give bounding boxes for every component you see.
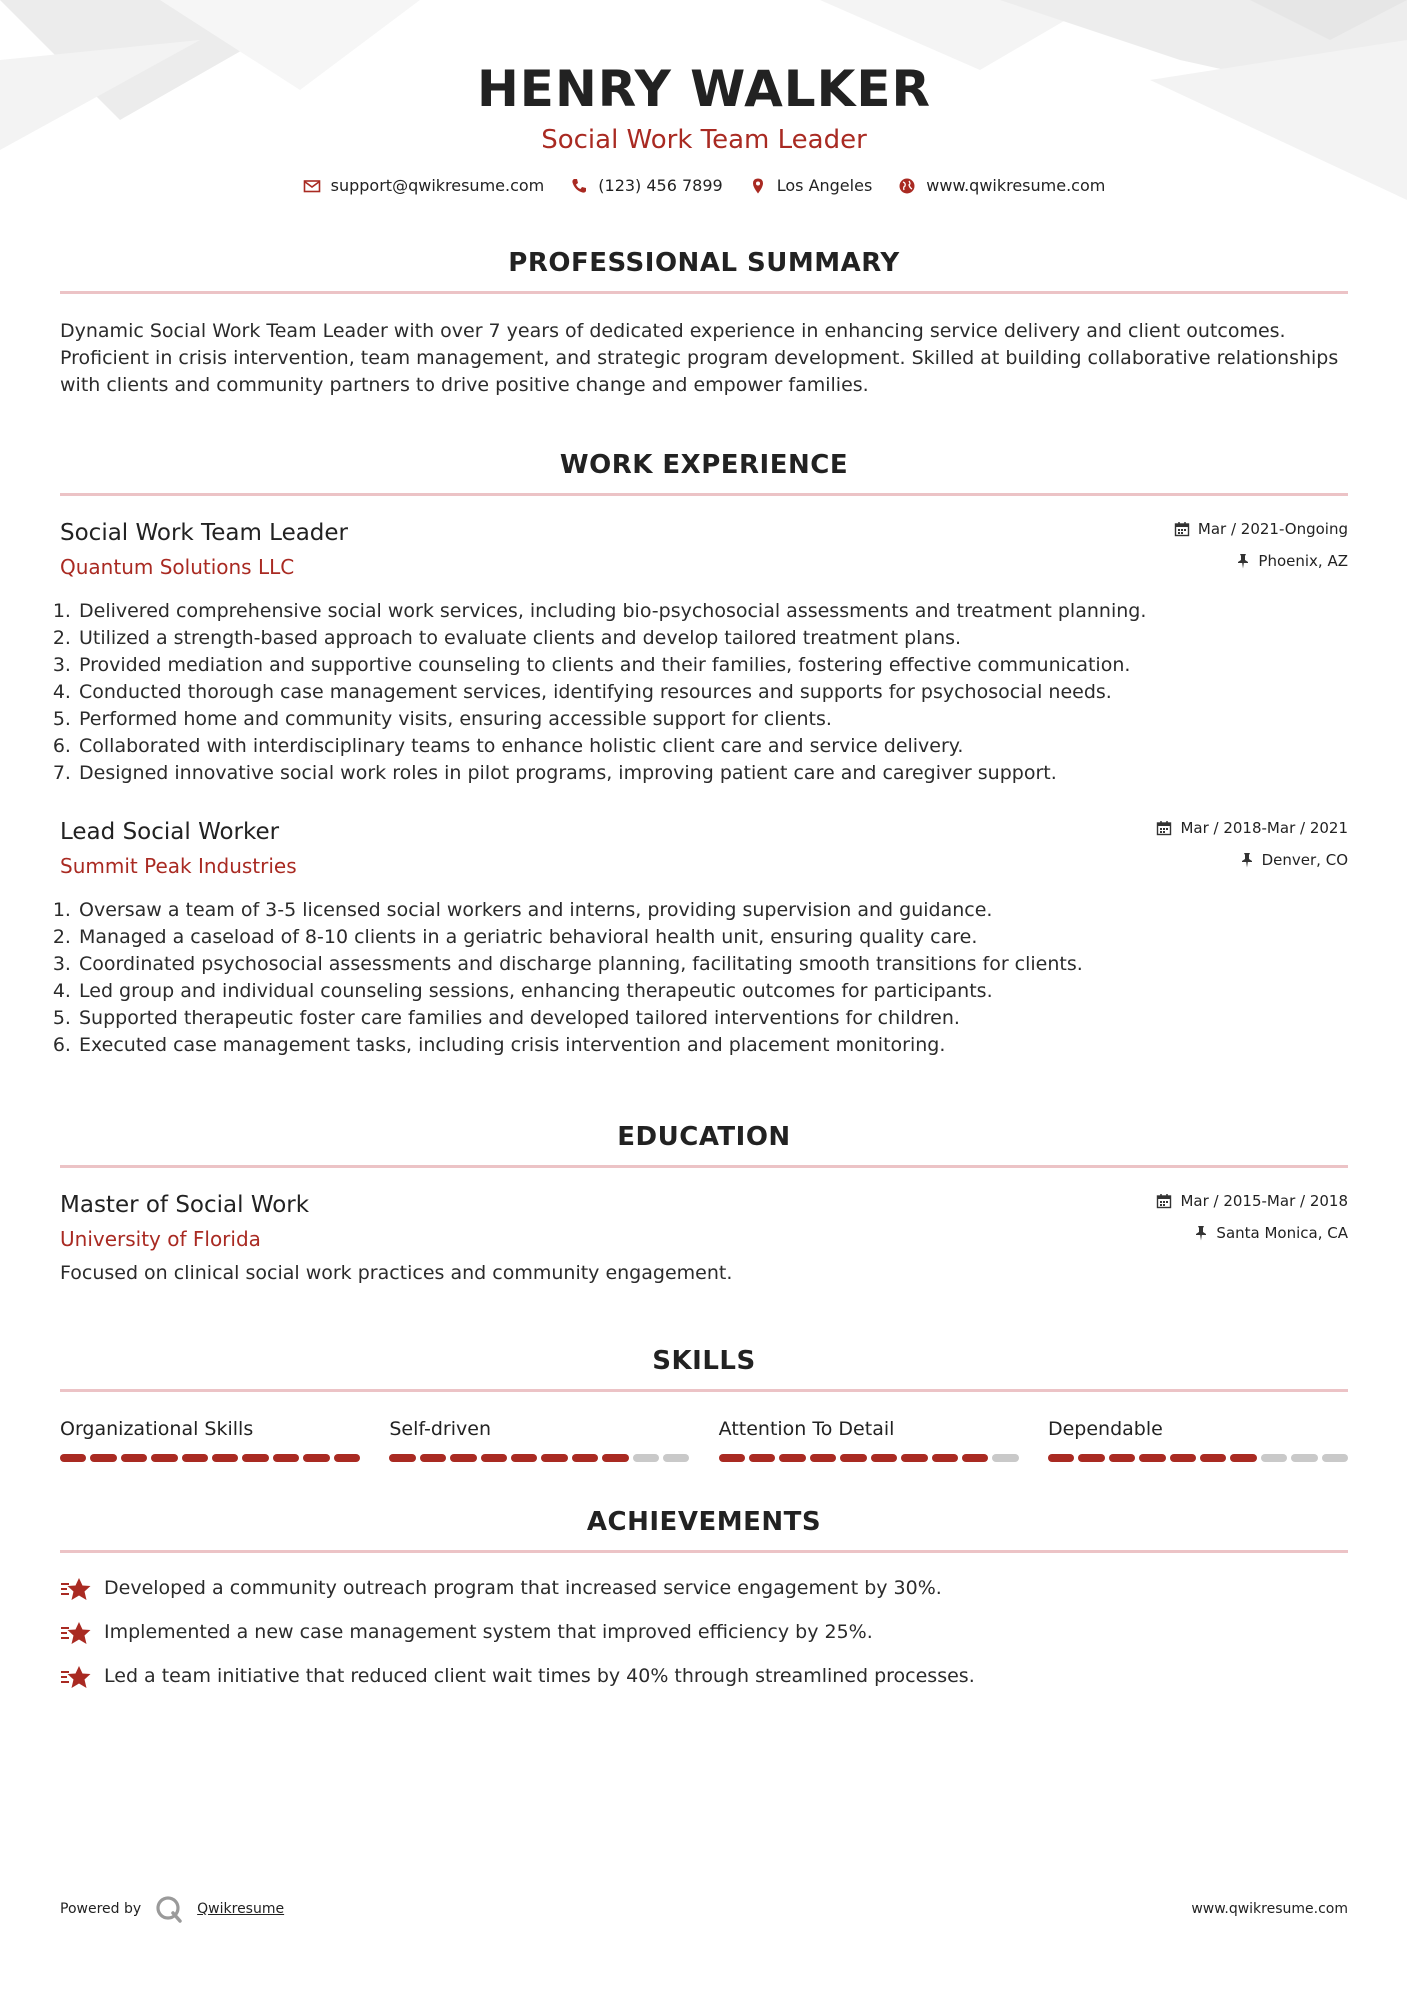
skills-section (60, 1345, 1348, 1462)
job-dates-text: Mar / 2021-Ongoing (1197, 520, 1348, 538)
skill-bar-filled (962, 1454, 988, 1462)
degree-name: Master of Social Work (60, 1192, 310, 1218)
calendar-icon (1156, 820, 1172, 836)
contact-website[interactable] (898, 176, 1105, 195)
job-role: Social Work Team Leader (60, 520, 349, 546)
contact-bar (60, 176, 1348, 195)
skill-bar-filled (749, 1454, 775, 1462)
list-item: 5. Supported therapeutic foster care families and developed tailored interventions for children. (77, 1005, 1348, 1032)
skill-name: Dependable (1047, 1418, 1163, 1440)
pushpin-icon (1240, 852, 1254, 868)
calendar-icon (1174, 521, 1190, 537)
skill-bar-filled (389, 1454, 415, 1462)
skill-item (60, 1416, 360, 1462)
skill-bar-filled (303, 1454, 329, 1462)
list-item: 6. Executed case management tasks, including crisis intervention and placement monitoring. (77, 1032, 1348, 1059)
skill-bar-filled (901, 1454, 927, 1462)
job-entry (60, 518, 1348, 787)
achievements-list (60, 1575, 1348, 1690)
globe-icon (898, 177, 916, 195)
education-heading: EDUCATION (617, 1122, 791, 1152)
skill-bar-filled (242, 1454, 268, 1462)
education-location (1156, 1222, 1348, 1244)
skill-bar-filled (511, 1454, 537, 1462)
job-meta (1174, 518, 1348, 572)
list-item: 2. Utilized a strength-based approach to evaluate clients and develop tailored treatment plans. (77, 625, 1348, 652)
skill-bar-empty (663, 1454, 689, 1462)
brand-link[interactable]: Qwikresume (197, 1901, 285, 1917)
list-item: 3. Provided mediation and supportive counseling to clients and their families, fostering effective communication. (77, 652, 1348, 679)
skill-level-meter (1048, 1454, 1348, 1462)
skill-bar-filled (1048, 1454, 1074, 1462)
achievements-heading: ACHIEVEMENTS (586, 1507, 822, 1537)
job-dates (1156, 817, 1348, 839)
skill-bar-filled (719, 1454, 745, 1462)
list-item: 2. Managed a caseload of 8-10 clients in a geriatric behavioral health unit, ensuring quality care. (77, 924, 1348, 951)
skills-list (60, 1416, 1348, 1462)
skill-name: Self-driven (389, 1418, 491, 1440)
location-text: Los Angeles (776, 176, 873, 195)
skills-heading: SKILLS (652, 1346, 756, 1376)
skill-bar-filled (541, 1454, 567, 1462)
pushpin-icon (1236, 553, 1250, 569)
candidate-name: HENRY WALKER (476, 60, 932, 118)
job-responsibilities (60, 897, 1348, 1059)
skill-bar-filled (1078, 1454, 1104, 1462)
list-item: 1. Oversaw a team of 3-5 licensed social workers and interns, providing supervision and guidance. (77, 897, 1348, 924)
skill-bar-filled (481, 1454, 507, 1462)
summary-heading: PROFESSIONAL SUMMARY (508, 248, 900, 278)
education-dates-text: Mar / 2015-Mar / 2018 (1180, 1192, 1348, 1210)
phone-icon (570, 177, 588, 195)
summary-text: Dynamic Social Work Team Leader with over 7 years of dedicated experience in enhancing service delivery and client outcomes. Proficient in crisis intervention, team management, and strategic program development. Skilled at building collaborative relationships with clients and community partners to drive positive change and empower families. (60, 320, 1339, 396)
education-description: Focused on clinical social work practices and community engagement. (60, 1262, 733, 1284)
resume-header (60, 0, 1348, 195)
experience-section (60, 449, 1348, 1059)
list-item: 1. Delivered comprehensive social work services, including bio-psychosocial assessments and treatment planning. (77, 598, 1348, 625)
skill-bar-filled (871, 1454, 897, 1462)
website-text: www.qwikresume.com (926, 176, 1106, 195)
list-item: 4. Conducted thorough case management services, identifying resources and supports for psychosocial needs. (77, 679, 1348, 706)
page-footer (60, 1895, 1348, 1923)
achievement-item (60, 1575, 1348, 1602)
envelope-icon (303, 177, 321, 195)
skill-level-meter (389, 1454, 689, 1462)
skill-bar-filled (572, 1454, 598, 1462)
skill-bar-filled (1139, 1454, 1165, 1462)
experience-heading: WORK EXPERIENCE (559, 450, 849, 480)
skill-level-meter (719, 1454, 1019, 1462)
powered-by-label: Powered by (60, 1901, 142, 1917)
skill-bar-filled (1170, 1454, 1196, 1462)
achievements-section (60, 1506, 1348, 1690)
achievement-text: Developed a community outreach program that increased service engagement by 30%. (104, 1577, 942, 1599)
school-name: University of Florida (60, 1227, 261, 1251)
job-header (60, 518, 1348, 582)
education-section (60, 1121, 1348, 1287)
pushpin-icon (1194, 1225, 1208, 1241)
education-header (60, 1190, 1348, 1254)
job-dates-text: Mar / 2018-Mar / 2021 (1180, 819, 1348, 837)
job-company: Summit Peak Industries (60, 854, 297, 878)
education-location-text: Santa Monica, CA (1216, 1224, 1348, 1242)
section-divider (60, 1165, 1348, 1168)
list-item: 6. Collaborated with interdisciplinary teams to enhance holistic client care and service delivery. (77, 733, 1348, 760)
list-item: 3. Coordinated psychosocial assessments and discharge planning, facilitating smooth transitions for clients. (77, 951, 1348, 978)
section-divider (60, 1550, 1348, 1553)
skill-bar-filled (334, 1454, 360, 1462)
list-item: 4. Led group and individual counseling sessions, enhancing therapeutic outcomes for participants. (77, 978, 1348, 1005)
skill-bar-empty (1261, 1454, 1287, 1462)
star-achievement-icon (60, 1664, 92, 1690)
skill-bar-empty (992, 1454, 1018, 1462)
skill-name: Organizational Skills (60, 1418, 254, 1440)
resume-page (60, 0, 1348, 1690)
list-item: 7. Designed innovative social work roles in pilot programs, improving patient care and caregiver support. (77, 760, 1348, 787)
skill-bar-filled (151, 1454, 177, 1462)
qwikresume-logo-icon (155, 1895, 183, 1923)
calendar-icon (1156, 1193, 1172, 1209)
skill-bar-filled (810, 1454, 836, 1462)
skill-bar-filled (212, 1454, 238, 1462)
achievement-item (60, 1619, 1348, 1646)
section-divider (60, 291, 1348, 294)
achievement-text: Led a team initiative that reduced client wait times by 40% through streamlined processes. (104, 1665, 975, 1687)
job-responsibilities (60, 598, 1348, 787)
skill-bar-filled (1230, 1454, 1256, 1462)
job-location-text: Phoenix, AZ (1258, 552, 1348, 570)
skill-bar-filled (273, 1454, 299, 1462)
job-company: Quantum Solutions LLC (60, 555, 295, 579)
skill-bar-filled (60, 1454, 86, 1462)
skill-bar-filled (182, 1454, 208, 1462)
section-divider (60, 1389, 1348, 1392)
skill-bar-filled (1109, 1454, 1135, 1462)
section-divider (60, 493, 1348, 496)
skill-name: Attention To Detail (718, 1418, 895, 1440)
achievement-item (60, 1663, 1348, 1690)
skill-bar-filled (420, 1454, 446, 1462)
skill-bar-empty (1291, 1454, 1317, 1462)
summary-section (60, 247, 1348, 399)
job-header (60, 817, 1348, 881)
skill-bar-filled (450, 1454, 476, 1462)
job-entry (60, 817, 1348, 1059)
job-location-text: Denver, CO (1261, 851, 1348, 869)
phone-text: (123) 456 7899 (598, 176, 723, 195)
job-location (1174, 550, 1348, 572)
skill-bar-empty (633, 1454, 659, 1462)
skill-bar-filled (932, 1454, 958, 1462)
skill-bar-filled (90, 1454, 116, 1462)
footer-website[interactable]: www.qwikresume.com (1191, 1901, 1348, 1917)
achievement-text: Implemented a new case management system that improved efficiency by 25%. (104, 1621, 873, 1643)
list-item: 5. Performed home and community visits, ensuring accessible support for clients. (77, 706, 1348, 733)
skill-item (1048, 1416, 1348, 1462)
skill-bar-filled (779, 1454, 805, 1462)
education-dates (1156, 1190, 1348, 1212)
skill-bar-filled (602, 1454, 628, 1462)
skill-bar-filled (1200, 1454, 1226, 1462)
email-text: support@qwikresume.com (330, 176, 545, 195)
skill-bar-empty (1322, 1454, 1348, 1462)
skill-bar-filled (121, 1454, 147, 1462)
job-location (1156, 849, 1348, 871)
education-meta (1156, 1190, 1348, 1244)
skill-item (389, 1416, 689, 1462)
skill-level-meter (60, 1454, 360, 1462)
contact-location (749, 176, 873, 195)
powered-by (60, 1895, 284, 1923)
contact-email[interactable] (303, 176, 545, 195)
skill-item (719, 1416, 1019, 1462)
candidate-title: Social Work Team Leader (541, 125, 867, 155)
contact-phone[interactable] (570, 176, 722, 195)
star-achievement-icon (60, 1620, 92, 1646)
job-meta (1156, 817, 1348, 871)
job-dates (1174, 518, 1348, 540)
skill-bar-filled (840, 1454, 866, 1462)
map-pin-icon (749, 177, 767, 195)
star-achievement-icon (60, 1576, 92, 1602)
job-role: Lead Social Worker (60, 819, 280, 845)
